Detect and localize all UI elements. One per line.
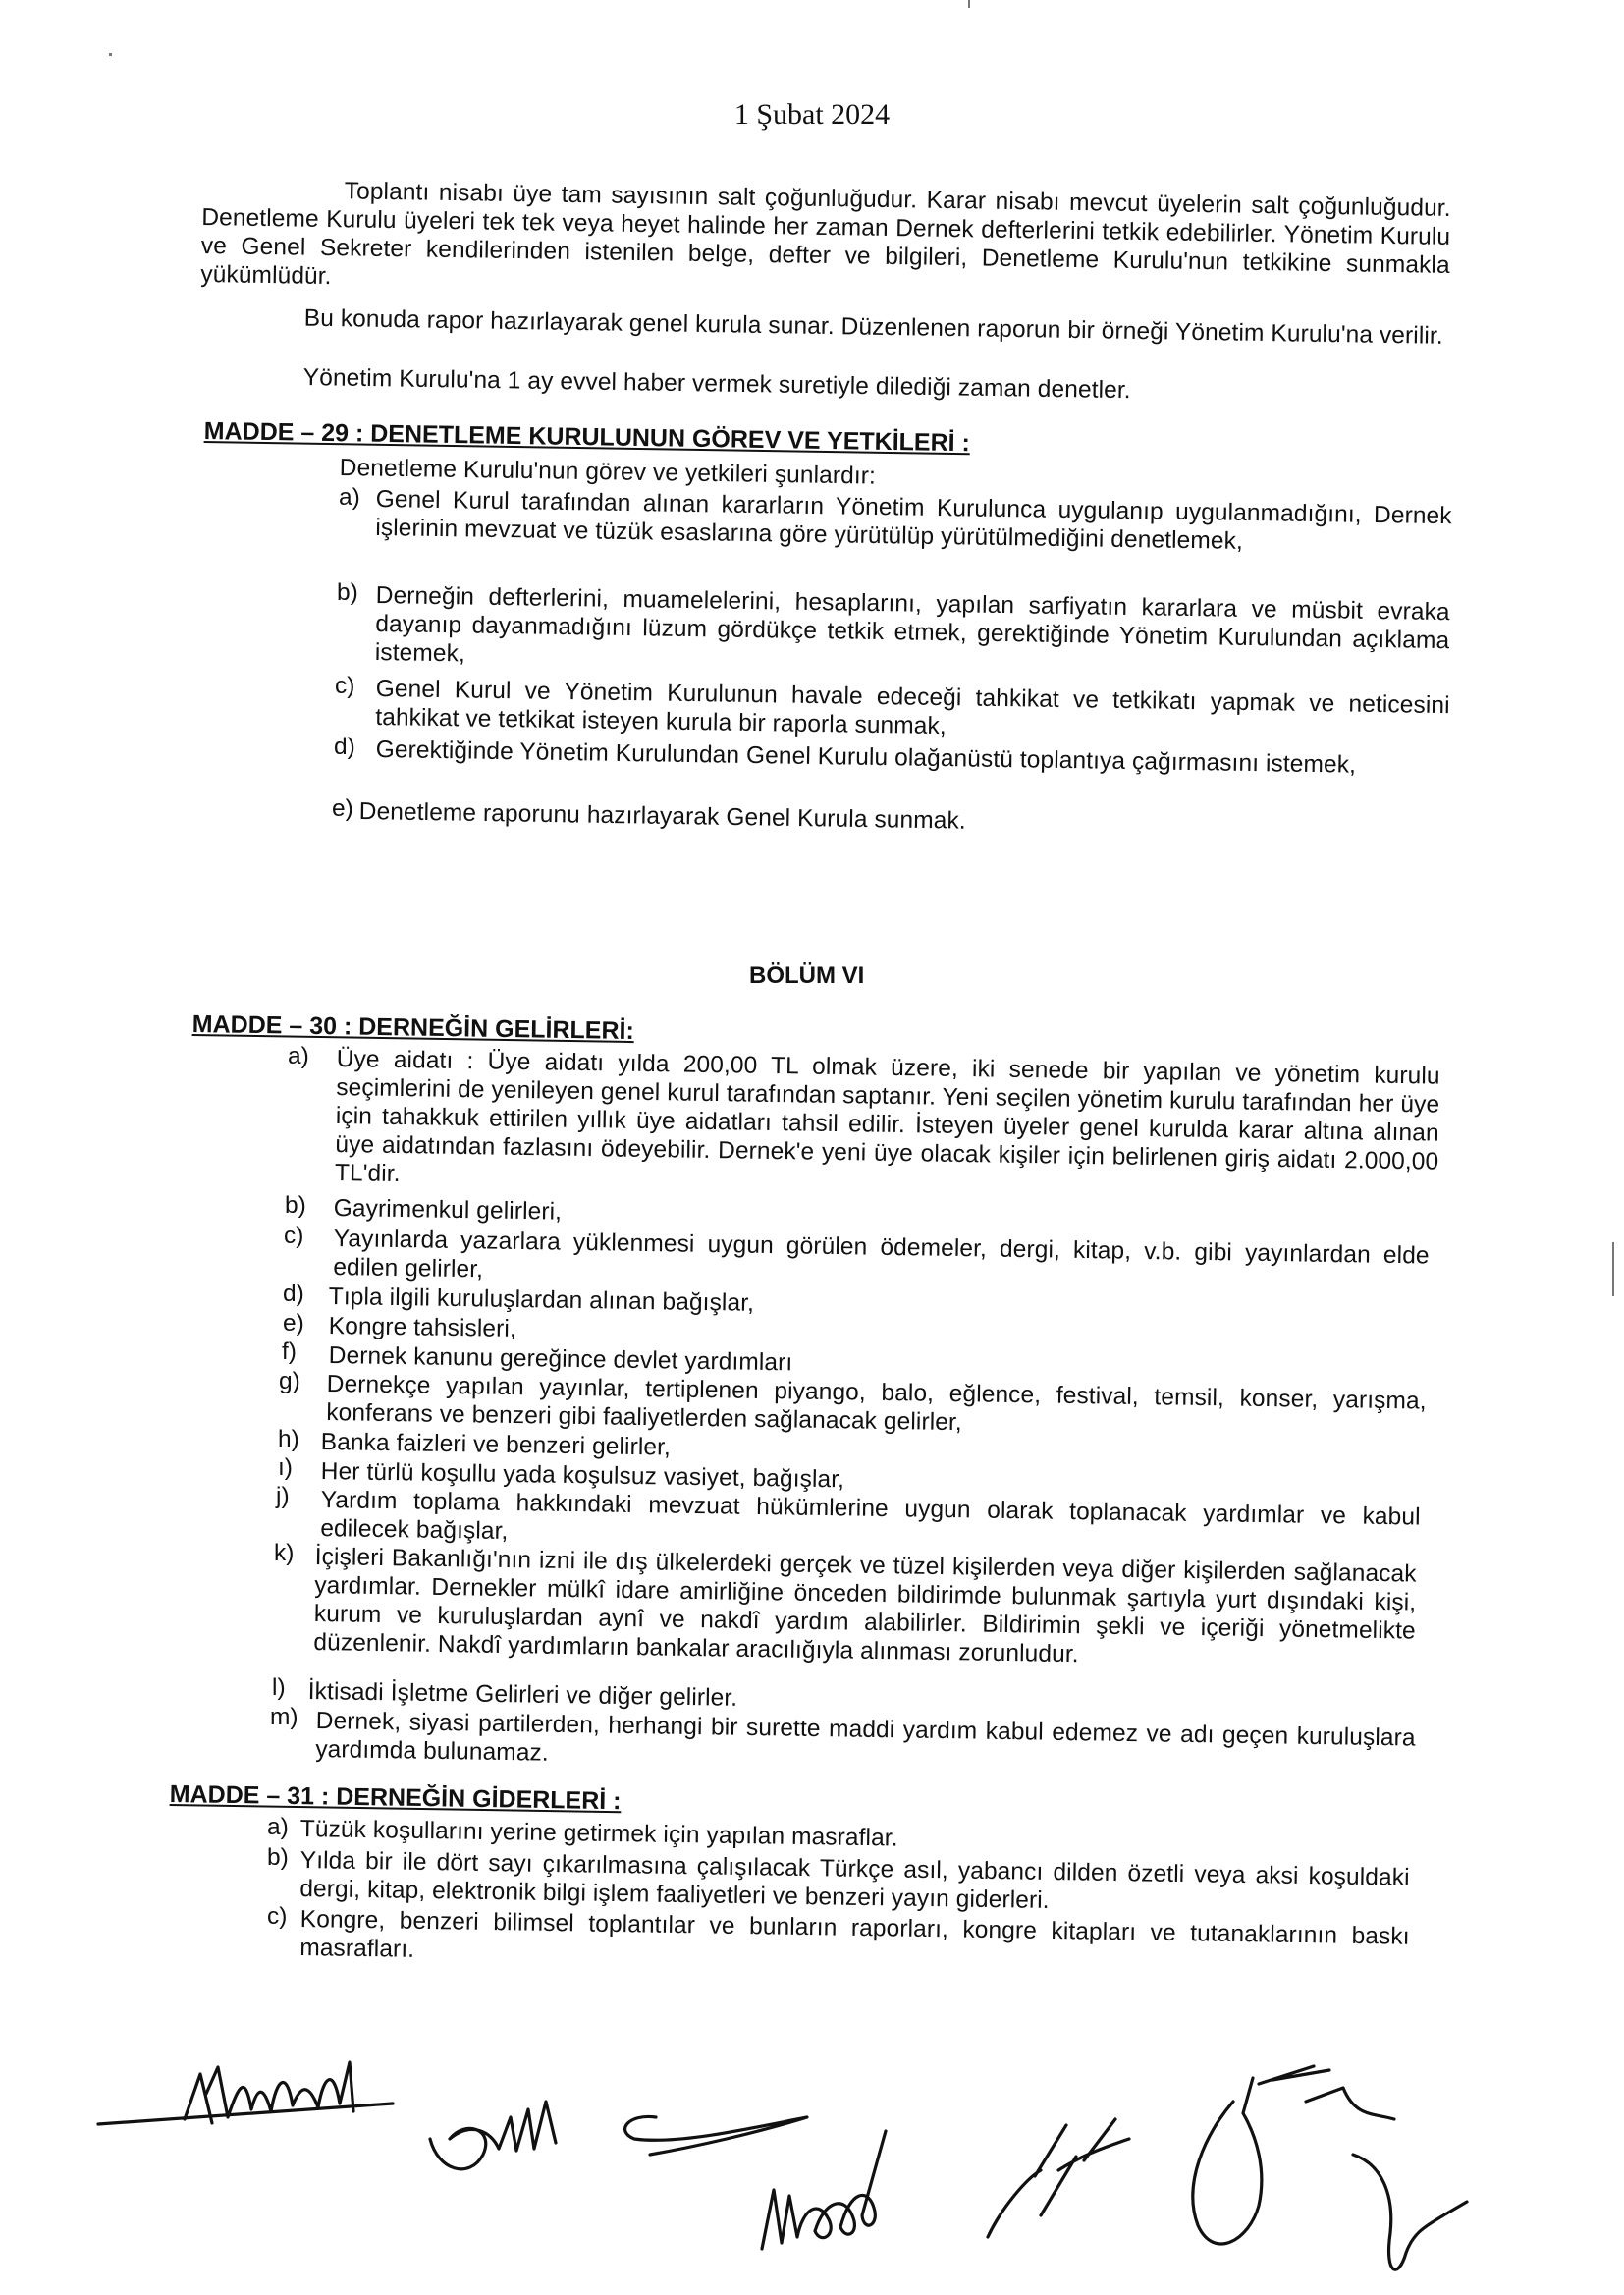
list-item-text: Genel Kurul tarafından alınan kararların Yönetim Kurulunca uygulanıp uygulanmadığını, Dernek işlerinin mevzuat ve tüzük esaslarına göre yürütülüp yürütülmediğini denetlemek, bbox=[375, 485, 1452, 555]
list-item-label: a) bbox=[288, 1043, 309, 1069]
madde-30-heading: MADDE – 30 : DERNEĞİN GELİRLERİ: bbox=[191, 1011, 635, 1046]
signature-4 bbox=[762, 2131, 886, 2249]
list-item-label: b) bbox=[285, 1192, 306, 1219]
list-item-label: c) bbox=[284, 1223, 304, 1249]
signature-2 bbox=[430, 2102, 556, 2169]
list-item-text: Dernek, siyasi partilerden, herhangi bir surette maddi yardım kabul edemez ve adı geçen kuruluşlara yardımda bulunamaz. bbox=[315, 1707, 1416, 1767]
madde-29-intro: Denetleme Kurulu'nun görev ve yetkileri şunlardır: bbox=[339, 454, 877, 490]
signature-6 bbox=[1193, 2066, 1467, 2269]
list-item-label: f) bbox=[282, 1339, 297, 1365]
signature-3 bbox=[625, 2116, 807, 2155]
list-item-text: Gayrimenkul gelirleri, bbox=[333, 1194, 563, 1226]
list-item-text: Dernek kanunu gereğince devlet yardımları bbox=[328, 1341, 793, 1377]
list-item-label: l) bbox=[272, 1674, 286, 1701]
list-item-label: d) bbox=[334, 734, 355, 760]
signatures bbox=[0, 2023, 1624, 2295]
intro-paragraph-2: Bu konuda rapor hazırlayarak genel kurula sunar. Düzenlenen raporun bir örneği Yönetim Kurulu'na verilir. bbox=[303, 304, 1443, 350]
madde-29-heading: MADDE – 29 : DENETLEME KURULUNUN GÖREV VE YETKİLERİ : bbox=[203, 417, 971, 458]
signature-5 bbox=[988, 2119, 1129, 2237]
list-item-label: k) bbox=[274, 1540, 295, 1566]
list-item-text: Yılda bir ile dört sayı çıkarılmasına çalışılacak Türkçe asıl, yabancı dilden özetli veya aksi koşuldaki dergi, kitap, elektronik bilgi işlem faaliyetleri ve benzeri yayın giderleri. bbox=[299, 1846, 1410, 1914]
list-item-label: a) bbox=[339, 484, 360, 511]
scan-mark bbox=[968, 0, 970, 8]
list-item-text: Genel Kurul ve Yönetim Kurulunun havale edeceği tahkikat ve tetkikatı yapmak ve neticesini tahkikat ve tetkikat isteyen kurula bir raporla sunmak, bbox=[375, 675, 1450, 740]
list-item-text: İktisadi İşletme Gelirleri ve diğer gelirler. bbox=[307, 1677, 738, 1712]
intro-paragraph-1: Toplantı nisabı üye tam sayısının salt çoğunluğudur. Karar nisabı mevcut üyelerin salt çoğunluğudur. Denetleme Kurulu üyeleri tek tek veya heyet halinde her zaman Dernek defterlerini tetkik edebilirler. Yönetim Kurulu ve Genel Sekreter kendilerinden istenilen belge, defter ve bilgileri, Denetleme Kurulu'nun tetkikine sunmakla yükümlüdür. bbox=[200, 178, 1451, 291]
list-item-label: g) bbox=[279, 1368, 300, 1394]
list-item-text: Yayınlarda yazarlara yüklenmesi uygun görülen ödemeler, dergi, kitap, v.b. gibi yayınlardan elde edilen gelirler, bbox=[333, 1225, 1430, 1284]
list-item-text: Derneğin defterlerini, muamelelerini, hesaplarını, yapılan sarfiyatın kararlara ve müsbit evraka dayanıp dayanmadığını lüzum gördükçe tetkik etmek, gerektiğinde Yönetim Kurulundan açıklama istemek, bbox=[374, 581, 1450, 668]
list-item-text: Üye aidatı : Üye aidatı yılda 200,00 TL olmak üzere, iki senede bir yapılan ve yönetim kurulu seçimlerini de yenileyen genel kurul tarafından saptanır. Yeni seçilen yönetim kurulu tarafından her üye için tahakkuk ettirilen yıllık üye aidatları tahsil edilir. İsteyen üyeler genel kurulda karar altına alınan üye aidatından fazlasını ödeyebilir. Dernek'e yeni üye olacak kişiler için belirlenen giriş aidatı 2.000,00 TL'dir. bbox=[334, 1045, 1440, 1188]
section-heading: BÖLÜM VI bbox=[749, 962, 865, 989]
list-item-label: e) bbox=[332, 795, 353, 822]
list-item-label: b) bbox=[267, 1844, 289, 1871]
list-item-text: Tüzük koşullarını yerine getirmek için yapılan masraflar. bbox=[299, 1815, 898, 1852]
list-item-text: Kongre, benzeri bilimsel toplantılar ve bunların raporları, kongre kitapları ve tutanaklarının baskı masrafları. bbox=[299, 1905, 1410, 1963]
list-item-label: j) bbox=[276, 1483, 290, 1509]
document-date: 1 Şubat 2024 bbox=[733, 98, 891, 131]
list-item-text: Dernekçe yapılan yayınlar, tertiplenen piyango, balo, eğlence, festival, temsil, konser, yarışma, konferans ve benzeri gibi faaliyetlerden sağlanacak gelirler, bbox=[326, 1370, 1427, 1437]
list-item-label: e) bbox=[283, 1310, 304, 1337]
madde-31-heading: MADDE – 31 : DERNEĞİN GİDERLERİ : bbox=[169, 1780, 622, 1816]
list-item-text: Banka faizleri ve benzeri gelirler, bbox=[320, 1428, 672, 1461]
list-item-text: Tıpla ilgili kuruluşlardan alınan bağışlar, bbox=[328, 1283, 755, 1317]
list-item-text: Yardım toplama hakkındaki mevzuat hükümlerine uygun olarak toplanacak yardımlar ve kabul edilecek bağışlar, bbox=[320, 1486, 1421, 1545]
list-item-text: Denetleme raporunu hazırlayarak Genel Kurula sunmak. bbox=[358, 797, 966, 835]
list-item-label: c) bbox=[335, 673, 355, 699]
list-item-label: h) bbox=[278, 1426, 299, 1452]
intro-paragraph-3: Yönetim Kurulu'na 1 ay evvel haber vermek suretiyle dilediği zaman denetler. bbox=[302, 363, 1131, 405]
scan-edge-mark bbox=[1612, 1242, 1614, 1296]
list-item-text: İçişleri Bakanlığı'nın izni ile dış ülkelerdeki gerçek ve tüzel kişilerden veya diğer kişilerden sağlanacak yardımlar. Dernekler mülkî idare amirliğine önceden bildirimde bulunmak şartıyla yurt dışındaki kişi, kurum ve kuruluşlardan aynî ve nakdî yardım alabilirler. Bildirimin şekli ve içeriği yönetmelikte düzenlenir. Nakdî yardımların bankalar aracılığıyla alınması zorunludur. bbox=[313, 1543, 1417, 1668]
list-item-label: ı) bbox=[278, 1454, 293, 1481]
list-item-label: b) bbox=[337, 579, 358, 606]
list-item-label: c) bbox=[267, 1903, 288, 1930]
scan-mark bbox=[109, 53, 112, 56]
signature-1 bbox=[98, 2062, 393, 2124]
list-item-label: d) bbox=[283, 1281, 304, 1307]
list-item-text: Her türlü koşullu yada koşulsuz vasiyet, bağışlar, bbox=[320, 1457, 845, 1494]
list-item-text: Kongre tahsisleri, bbox=[328, 1312, 517, 1342]
list-item-label: m) bbox=[270, 1704, 298, 1730]
list-item-label: a) bbox=[267, 1814, 289, 1840]
list-item-text: Gerektiğinde Yönetim Kurulundan Genel Kurulu olağanüstü toplantıya çağırmasını istemek, bbox=[375, 736, 1357, 779]
